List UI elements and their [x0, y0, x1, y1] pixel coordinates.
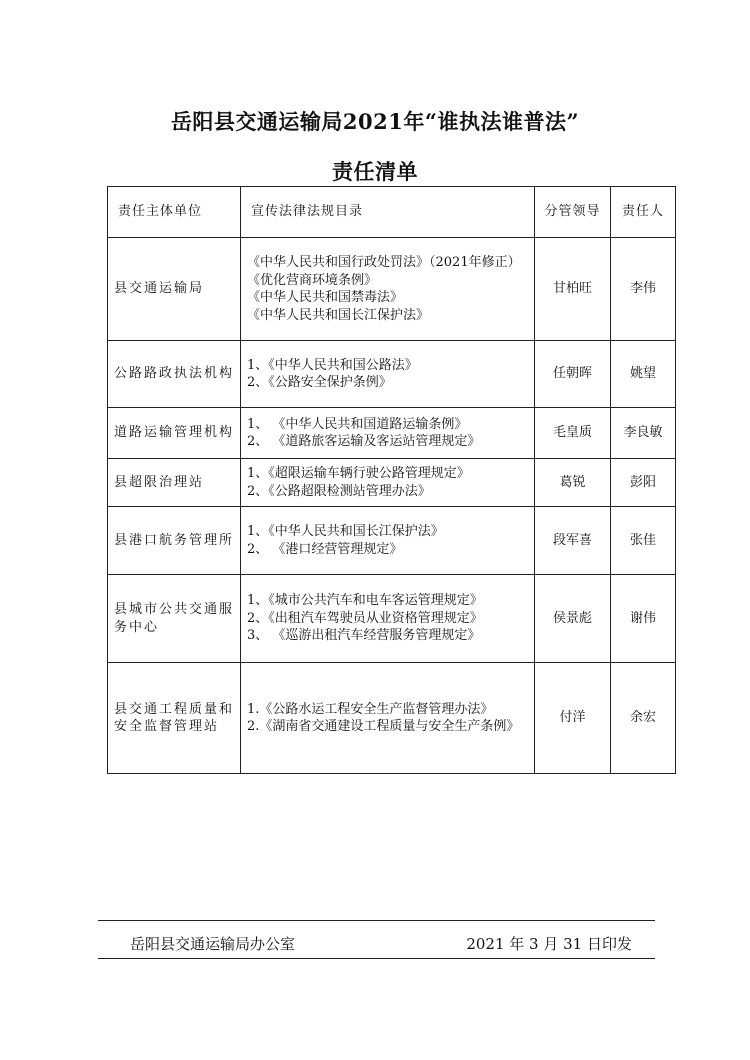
unit-cell: 公路路政执法机构	[108, 341, 241, 408]
header-laws: 宣传法律法规目录	[241, 187, 535, 238]
laws-cell	[241, 663, 535, 774]
law-item: 1、《中华人民共和国长江保护法》	[247, 524, 444, 539]
table-row	[108, 341, 676, 408]
table-header-row	[108, 187, 676, 238]
leader-cell: 付洋	[535, 663, 611, 774]
document-title: 岳阳县交通运输局2021年“谁执法谁普法”	[170, 109, 580, 134]
footer-date: 2021 年 3 月 31 日印发	[466, 935, 632, 953]
law-item: 1、《超限运输车辆行驶公路管理规定》	[247, 466, 470, 481]
law-item: 《中华人民共和国禁毒法》	[247, 290, 404, 305]
law-item: 2、《公路超限检测站管理办法》	[247, 483, 431, 499]
footer-divider-bottom	[98, 958, 655, 959]
header-unit: 责任主体单位	[108, 187, 241, 238]
leader-cell: 甘柏旺	[535, 238, 611, 341]
unit-cell: 县港口航务管理所	[108, 507, 241, 575]
footer-office: 岳阳县交通运输局办公室	[130, 935, 296, 953]
person-cell: 余宏	[611, 663, 676, 774]
table-row	[108, 507, 676, 575]
law-item: 1、《城市公共汽车和电车客运管理规定》	[247, 593, 483, 609]
law-item: 《中华人民共和国行政处罚法》（2021年修正）	[247, 255, 521, 270]
table-row	[108, 408, 676, 459]
document-subtitle: 责任清单	[332, 159, 418, 184]
laws-cell	[241, 459, 535, 507]
leader-cell: 毛皇质	[535, 408, 611, 459]
law-item: 《优化营商环境条例》	[247, 272, 378, 288]
responsibility-table	[107, 186, 676, 774]
law-item: 2.《湖南省交通建设工程质量与安全生产条例》	[247, 719, 520, 734]
laws-cell	[241, 408, 535, 459]
law-item: 2、 《道路旅客运输及客运站管理规定》	[247, 434, 481, 449]
laws-cell	[241, 238, 535, 341]
unit-cell: 县超限治理站	[108, 459, 241, 507]
table-row	[108, 238, 676, 341]
laws-cell	[241, 575, 535, 663]
law-item: 1.《公路水运工程安全生产监督管理办法》	[247, 701, 494, 717]
law-item: 1、 《中华人民共和国道路运输条例》	[247, 416, 468, 432]
law-item: 《中华人民共和国长江保护法》	[247, 307, 430, 323]
person-cell: 李良敏	[611, 408, 676, 459]
person-cell: 彭阳	[611, 459, 676, 507]
leader-cell: 任朝晖	[535, 341, 611, 408]
person-cell: 姚望	[611, 341, 676, 408]
header-leader: 分管领导	[535, 187, 611, 238]
unit-cell: 道路运输管理机构	[108, 408, 241, 459]
table-row	[108, 575, 676, 663]
table-row	[108, 459, 676, 507]
footer-divider-top	[98, 920, 655, 921]
laws-cell	[241, 341, 535, 408]
laws-cell	[241, 507, 535, 575]
person-cell: 李伟	[611, 238, 676, 341]
law-item: 2、 《港口经营管理规定》	[247, 541, 403, 557]
law-item: 2、《出租汽车驾驶员从业资格管理规定》	[247, 610, 483, 626]
law-item: 2、《公路安全保护条例》	[247, 375, 392, 390]
unit-cell: 县交通运输局	[108, 238, 241, 341]
leader-cell: 侯景彪	[535, 575, 611, 663]
leader-cell: 葛锐	[535, 459, 611, 507]
law-item: 1、《中华人民共和国公路法》	[247, 357, 418, 373]
law-item: 3、 《巡游出租汽车经营服务管理规定》	[247, 628, 481, 644]
table-row	[108, 663, 676, 774]
unit-cell: 县城市公共交通服务中心	[108, 575, 241, 663]
unit-cell: 县交通工程质量和安全监督管理站	[108, 663, 241, 774]
person-cell: 张佳	[611, 507, 676, 575]
leader-cell: 段军喜	[535, 507, 611, 575]
header-person: 责任人	[611, 187, 676, 238]
person-cell: 谢伟	[611, 575, 676, 663]
